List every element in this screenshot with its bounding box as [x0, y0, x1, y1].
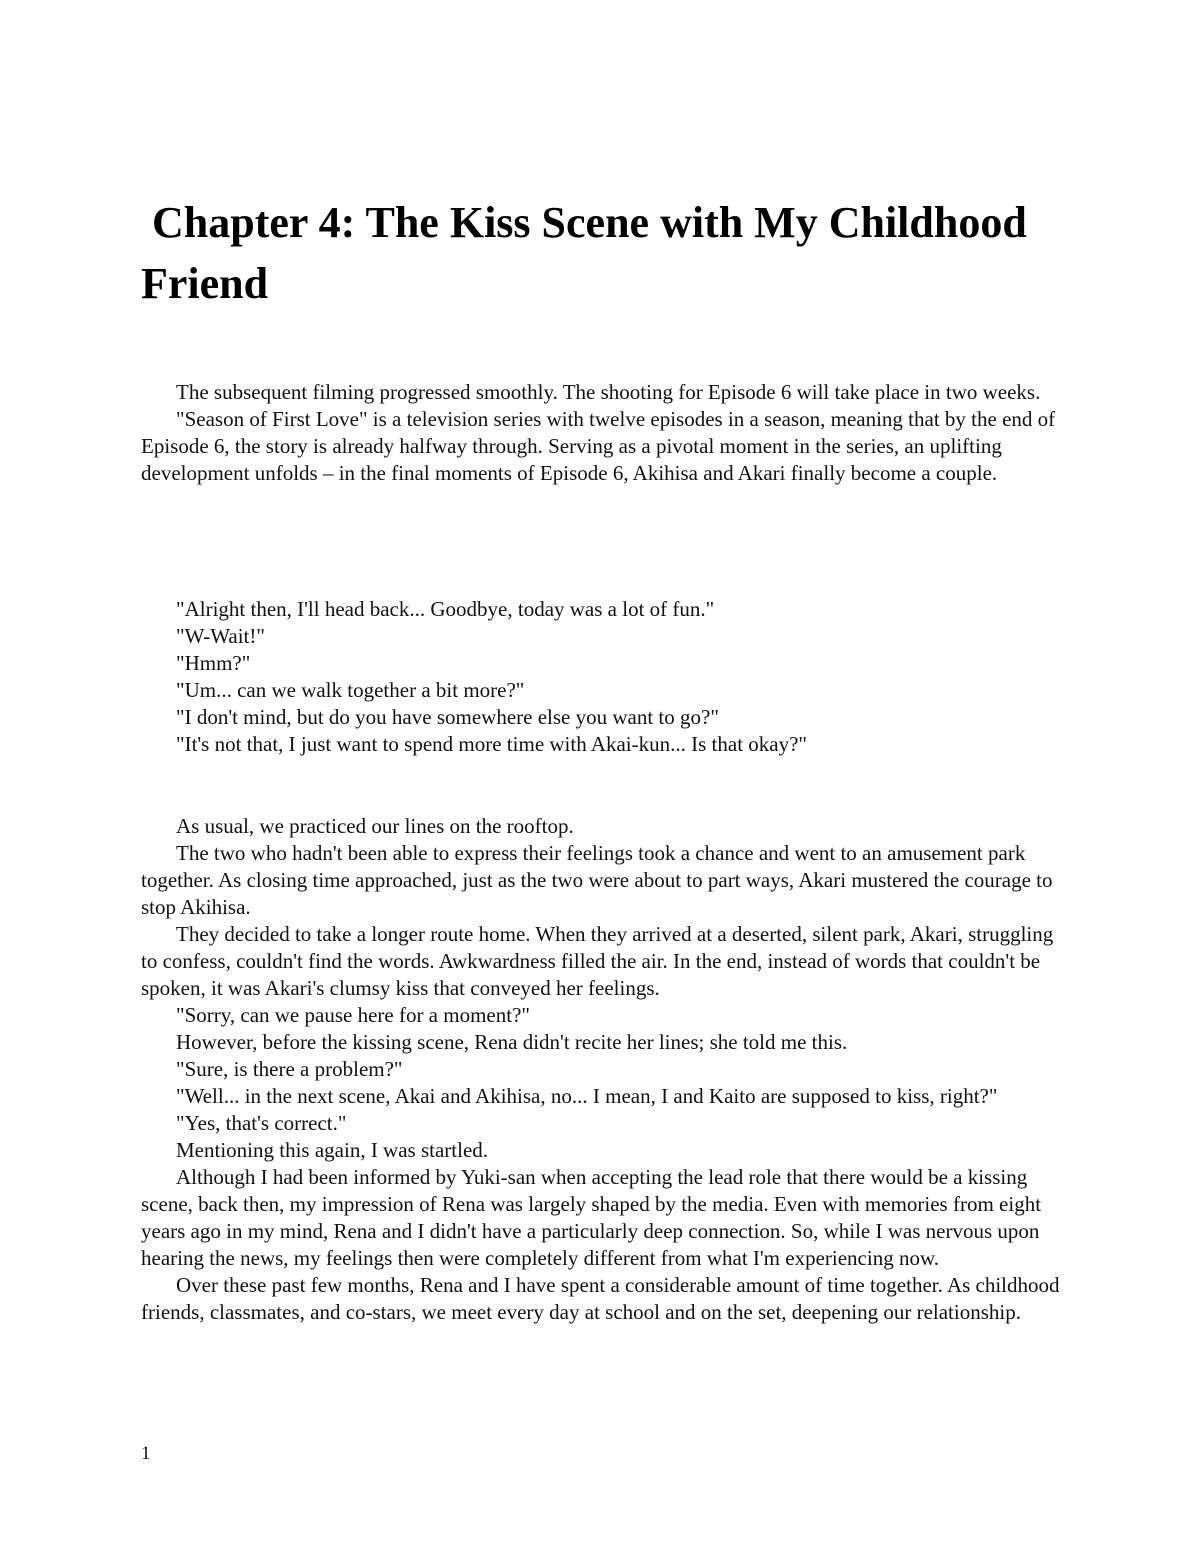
paragraph: "Well... in the next scene, Akai and Akihisa, no... I mean, I and Kaito are supposed to kiss, right?" — [176, 1084, 998, 1108]
paragraph: "Season of First Love" is a television series with twelve episodes in a season, meaning that by the end of Episode 6, the story is already halfway through. Serving as a pivotal moment in the series, an uplifting development unfolds – in the final moments of Episode 6, Akihisa and Akari finally become a couple. — [141, 407, 1056, 485]
paragraph: "Sure, is there a problem?" — [176, 1057, 403, 1081]
chapter-title: Chapter 4: The Kiss Scene with My Childhood Friend — [141, 198, 1038, 308]
dialogue-line: "I don't mind, but do you have somewhere else you want to go?" — [176, 705, 719, 729]
page-number: 1 — [141, 1443, 151, 1464]
paragraph: Mentioning this again, I was startled. — [176, 1138, 489, 1162]
paragraph: Although I had been informed by Yuki-san when accepting the lead role that there would be a kissing scene, back then, my impression of Rena was largely shaped by the media. Even with memories from eight years ago in my mind, Rena and I didn't have a particularly deep connection. So, while I was nervous upon hearing the news, my feelings then were completely different from what I'm experiencing now. — [141, 1165, 1042, 1270]
paragraph: "Sorry, can we pause here for a moment?" — [176, 1003, 530, 1027]
paragraph: However, before the kissing scene, Rena didn't recite her lines; she told me this. — [176, 1030, 848, 1054]
paragraph: Over these past few months, Rena and I have spent a considerable amount of time together. As childhood friends, classmates, and co-stars, we meet every day at school and on the set, deepening our relationship. — [141, 1273, 1060, 1324]
paragraph: The subsequent filming progressed smoothly. The shooting for Episode 6 will take place in two weeks. — [176, 380, 1041, 404]
narration-section-intro — [141, 379, 1066, 487]
paragraph: As usual, we practiced our lines on the rooftop. — [176, 814, 574, 838]
paragraph: They decided to take a longer route home. When they arrived at a deserted, silent park, Akari, struggling to confess, couldn't find the words. Awkwardness filled the air. In the end, instead of words that couldn't be spoken, it was Akari's clumsy kiss that conveyed her feelings. — [141, 922, 1054, 1000]
narration-section-rooftop — [141, 813, 1066, 1326]
dialogue-line: "Alright then, I'll head back... Goodbye, today was a lot of fun." — [176, 597, 715, 621]
dialogue-section — [141, 596, 1066, 758]
dialogue-line: "W-Wait!" — [176, 624, 265, 648]
dialogue-line: "It's not that, I just want to spend more time with Akai-kun... Is that okay?" — [176, 732, 807, 756]
dialogue-line: "Um... can we walk together a bit more?" — [176, 678, 525, 702]
paragraph: "Yes, that's correct." — [176, 1111, 347, 1135]
paragraph: The two who hadn't been able to express their feelings took a chance and went to an amusement park together. As closing time approached, just as the two were about to part ways, Akari mustered the courage to stop Akihisa. — [141, 841, 1053, 919]
dialogue-line: "Hmm?" — [176, 651, 251, 675]
